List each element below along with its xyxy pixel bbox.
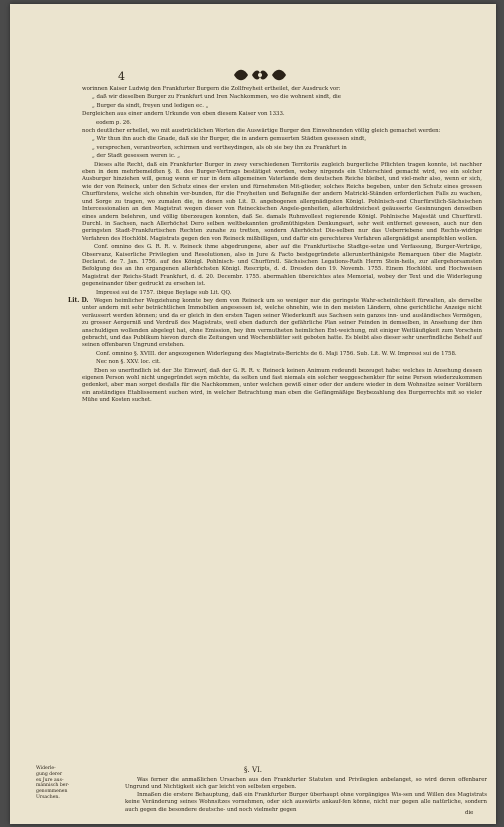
paragraph-8: „ der Stadt gesessen weren ic. „ (92, 153, 181, 160)
paragraph-10: Conf. omnino des G. R. R. v. Reineck ihme abgedrungene, aber auf die Frankfurtische Stadtge-setze und Verfassung, Burger-Verträge, Observanz, Kaiserliche Privilegien und Resolutionen, also in Jure & Facto bestgegründete allerunterthänigste Remarquen über die Magistr. Declarat. de 7. Jan. 1756. auf des Königl. Pohlnisch- und Churfürstl. Sächsischen Legations-Rath Herrn Stein-heils, zur allergehorsamsten Befolgung des an ihn ergangenen allerhöchsten Königl. Rescripts, d. d. Dresden den 19. Novemb. 1755. Einem Hochlöbl. und Hochweisen Magistrat der Reichs-Stadt Frankfurt, d. d. 20. Decembr. 1755. abermahlen übereichtes ates Memorial, wobey der Text und die Widerlegung gegeneinander über gedruckt zu ersehen ist. (82, 244, 482, 288)
page-number: 4 (118, 70, 125, 83)
section-heading: §. VI. (244, 766, 262, 774)
margin-note (36, 766, 74, 801)
paragraph-15: Eben so unerfindlich ist der 3te Einwurf, daß der G. R. R. v. Reineck keinen Animum redeundi bezeuget habe: welches in Ansehung dessen eigenen Person wohl nicht ungegründet seyn möchte, da selten und fast niemals ein solcher weggeschenkter für seine Person wiederzukommen gedenket, aber man sorget desfalls für die Nachkommen, unter welchen gewiß einer oder der andere wieder in dem Wohnsitze seiner Vorältern ein anständiges Etablissement suchen wird, in welcher Betrachtung man eben die Gefängmäßige Beybezahlung des Burgerrechts mit so vieler Mühe und Kosten suchet. (82, 367, 482, 404)
paragraph-9: Dieses alte Recht, daß ein Frankfurter Burger in zwey verschiedenen Territoriis zugleich burgerliche Pflichten tragen konnte, ist nachher eben in dem mehrbemeldten §. 8. des Burger-Vertrags bestätiget worden, wobey nirgends ein Unterschied gemacht wird, wo ein solcher Ausburger hinziehen will, genug wenn er nur in dem allgemeinen Vaterlande dem deutschen Reiche bleibet, und viel-mehr also, wenn er sich, wie der von Reineck, unter den Schutz eines der ersten und fürnehmsten Mit-glieder, solches Reichs begeben, unter den Schutz eines grossen Churfürstens, welche sich ohnehin ver-bunden, für die Freyheiten und Befugniße der andern Matrickl-Ständen erforderlichen Falls zu wachen, und Sorge zu tragen, wo zumalen die, in denen sub Lit. D. angebogenen allergnädigsten Königl. Pohlnisch-und Churfürstlich-Sächsischen Intercessionalien an den Magistrat wegen dieser von Reineckischen Angele-genheiten, allerhuldreichest geäusserte Gesinnungen denselben eines andern belehren, und völlig überzeugen konnten, daß Se. damals Ruhmvollest regierende Königl. Pohlnische Majestät und Churfürstl. Durchl. in Sachsen, nach Allerhöchst Dero selben weltbekannten großmüthigsten Denkungsart, sehr weit entfernet gewesen, auch nur den geringsten Stadt-Frankfurtischen Rechten zunahe zu tretten, sondern Allerhöchst Die-selben nur das Ueberriebene und Rechts-widrige Verfahren des Hochlöbl. Magistrats gegen den von Reineck mißbilligen, und dafür ein gerechteres Verfahren allergnädigst anempfehlen wollen. (82, 161, 482, 242)
margin-note-line: Ursachen. (36, 794, 60, 800)
margin-lit-marker: Lit. D. (68, 297, 89, 304)
document-page (10, 4, 496, 824)
paragraph-4: eodem p. 26. (96, 119, 132, 126)
paragraph-1: „ daß wir dieselben Burger zu Frankfurt und Iren Nachkommen, wo die wohnent sindt, die (92, 94, 341, 101)
paragraph-6: „ Wir thun ihn auch die Gnade, daß sie ihr Burger, die in andern gemuerten Städten gesessen sindt, (92, 136, 367, 143)
paragraph-5: noch deutlicher erhellet, wo mit ausdrücklichen Worten die Auswärtige Burger den Einwohnenden völlig gleich gemachet werden: (82, 128, 441, 135)
margin-note-line: männisch ber- (36, 783, 70, 789)
main-text (82, 86, 482, 406)
paragraph-13: Conf. omnino §. XVIII. der angezogenen Widerlegung des Magistrats-Berichts de 6. Maji 1756. Sub. Lit. W. W. Impressi sui de 1758. (96, 350, 457, 357)
paragraph-11: Impressi sui de 1757. ibique Beylage sub Lit. QQ. (96, 289, 232, 296)
paragraph-14: Nec non §. XXV. loc. cit. (96, 359, 161, 366)
paragraph-12: Wegen heimlicher Wegziehung konnte bey dem von Reineck um so weniger nur die geringste Wahr-scheinlichkeit fürwalten, als derselbe unter andern mit sehr beträchtlichen Immobilien angesessen ist, welche ohnehin, wie in den meisten Ländern, ohne gerichtliche Anzeige nicht veräussert werden können; und da er gleich in den ersten Tagen seiner Wiederkunft aus Sachsen sein ganzes inn- und ausländisches Vermögen, zu grosser Aergerniß und Verdruß des Magistrats, weil eben dadurch der gefährliche Plan seiner Feinden in demselben, in Ansehung der ihm anschuldigen wollenden abgelegt hat, ohne Emission, bey ihm vermutheten heimlichen Ent-weichung, mit einiger Weitläufigkeit zum Vorschein gebracht, und das Publikum hievon durch die Zeitungen und Wochenblätter seit geboten hatte. Es bleibt also dieser sehr unerfindliche Behelf auf seinen offenbaren Ungrund erstehen. (82, 297, 482, 349)
paragraph-2: „ Burger da sindt, freyen und ledigen ec. „ (92, 102, 209, 109)
section-text (125, 777, 487, 814)
section-paragraph-0: Was ferner die anmaßlichen Ursachen aus den Frankfurter Statuten und Privilegien anbelanget, so wird deren offenbarer Ungrund und Nichtigkeit sich gar leicht von selbsten ergeben. (125, 777, 487, 791)
catchword: die (465, 810, 474, 816)
paragraph-3: Dergleichen aus einer andern Urkunde von eben diesem Kaiser von 1333. (82, 111, 285, 118)
margin-note-line: Widerle- (36, 766, 56, 771)
paragraph-0: worinnen Kaiser Ludwig den Frankfurter Burgern die Zollfreyheit ertheilet, der Ausdruck vor: (82, 86, 341, 92)
margin-note-line: genommenen (36, 789, 68, 795)
paragraph-7: „ versprechen, verantworten, schirmen und vertheydingen, als ob sie bey ihn zu Frankfurt in (92, 144, 347, 151)
printers-ornament-icon (230, 66, 290, 84)
margin-note-line: gung derer (36, 771, 63, 777)
margin-note-line: ex Jure aus- (36, 777, 64, 783)
section-paragraph-1: Inmaßen die erstere Behauptung, daß ein Frankfurter Burger überhaupt ohne vorgängiges Wis-sen und Willen des Magistrats keine Veränderung seines Wohnsitzes vornehmen, oder sich auswärts ankauf-fen könne, nicht nur gegen alle natürliche, sondern auch gegen die besondere deutsche- und noch vielmehr gegen (125, 791, 487, 813)
